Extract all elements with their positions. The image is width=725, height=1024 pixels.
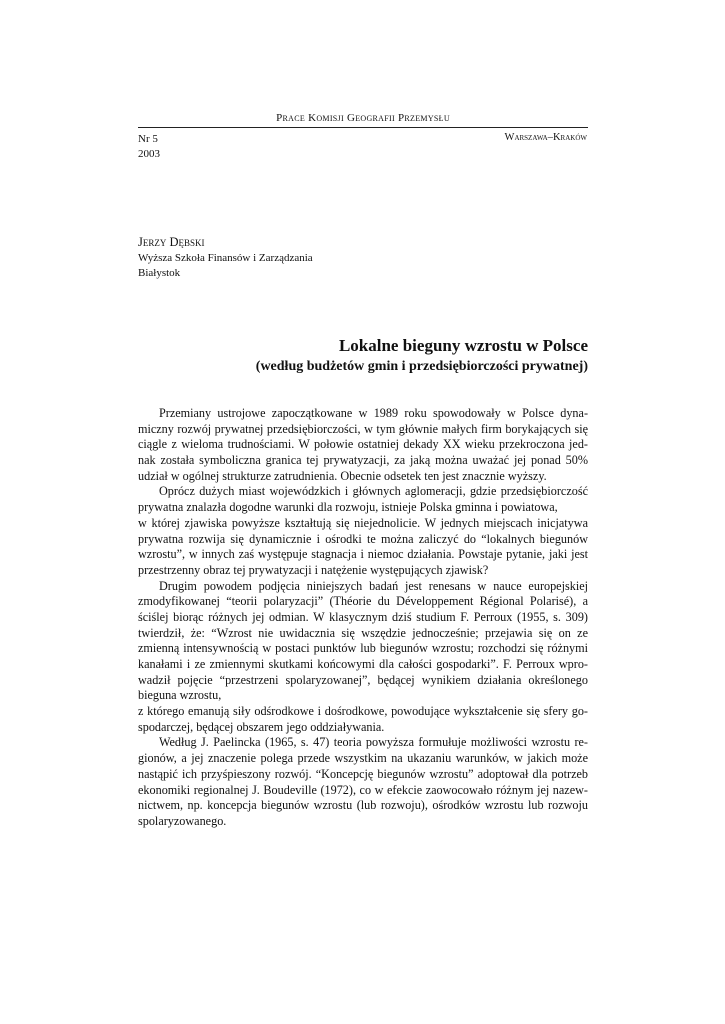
body-line: spodarczej, będącej obszarem jego oddziaływania. (138, 719, 385, 734)
journal-title: Prace Komisji Geografii Przemysłu (276, 112, 450, 124)
body-line: wzrostu”, w innych zaś występuje stagnacja i niemoc działania. Powstaje pytanie, jaki jest (138, 547, 588, 562)
body-line: ekonomiki regionalnej J. Boudeville (1972), co w efekcie zaowocowało różnym jej nazew- (138, 782, 588, 797)
issue-number: Nr 5 (138, 133, 158, 145)
publication-place: Warszawa–Kraków (504, 132, 587, 143)
body-line: kanałami i ze zmiennymi skutkami końcowymi dla całości gospodarki”. F. Perroux wpro- (138, 657, 588, 671)
author-name: Jerzy Dębski (138, 235, 205, 249)
header-rule (138, 127, 588, 128)
body-line: zmodyfikowanej “teorii polaryzacji” (Théorie du Développement Régional Polarisé), a (138, 594, 588, 609)
author-city: Białystok (138, 267, 181, 279)
issue-info (138, 132, 160, 162)
body-line: zmienną intensywnością w postaci punktów lub biegunów wzrostu; rozchodzi się różnymi (138, 641, 588, 656)
body-line: z którego emanują siły odśrodkowe i dośrodkowe, powodujące wykształcenie się sfery go- (138, 704, 588, 719)
article-subtitle: (według budżetów gmin i przedsiębiorczości prywatnej) (255, 359, 588, 374)
body-line: udział w ogólnej strukturze zatrudnienia. Obecnie odsetek ten jest znacznie wyższy. (138, 468, 547, 483)
body-line: prywatna rozwija się dynamicznie i ośrodki te można zaliczyć do “lokalnych biegunów (138, 531, 588, 546)
body-line: Przemiany ustrojowe zapoczątkowane w 1989 roku spowodowały w Polsce dyna- (159, 406, 588, 420)
body-line: wadził pojęcie “przestrzeni spolaryzowanej”, będącej wynikiem działania określonego (138, 672, 588, 687)
body-line: prywatna znalazła dogodne warunki dla rozwoju, istnieje Polska gminna i powiatowa, (138, 500, 558, 515)
body-line: nictwem, np. koncepcja biegunów wzrostu (lub rozwoju), ośrodków wzrostu lub rozwoju (138, 798, 588, 813)
body-line: nak została symboliczna granica tej prywatyzacji, za jaką można uważać jej ponad 50% (138, 453, 588, 468)
body-line: gionów, a jej znaczenie polega przede wszystkim na ukazaniu warunków, w jakich może (138, 751, 588, 766)
body-line: Oprócz dużych miast wojewódzkich i głównych aglomeracji, gdzie przedsiębiorczość (159, 484, 588, 499)
body-text (138, 406, 588, 830)
body-line: nastąpić ich przyśpieszony rozwój. “Koncepcję biegunów wzrostu” adoptował dla potrzeb (138, 766, 588, 781)
body-line: twierdził, że: “Wzrost nie uwidacznia się wszędzie jednocześnie; przejawia się on ze (138, 625, 588, 640)
author-block (138, 234, 313, 281)
author-affiliation: Wyższa Szkoła Finansów i Zarządzania (138, 252, 313, 264)
body-line: ciągle z wieloma trudnościami. W połowie ostatniej dekady XX wieku przekroczona jed- (138, 437, 588, 452)
body-line: ściślej biorąc różnych jej odmian. W klasycznym dziś studium F. Perroux (1955, s. 309) (138, 609, 588, 624)
body-line: w której zjawiska powyższe kształtują się niejednolicie. W jednych miejscach inicjatywa (138, 515, 588, 530)
body-line: Według J. Paelincka (1965, s. 47) teoria powyższa formułuje możliwości wzrostu re- (159, 735, 588, 750)
body-line: Drugim powodem podjęcia niniejszych badań jest renesans w nauce europejskiej (159, 578, 588, 593)
issue-year: 2003 (138, 148, 160, 160)
body-line: miczny rozwój prywatnej przedsiębiorczości, w tym głównie małych firm borykających się (138, 421, 588, 436)
body-line: przestrzenny obraz tej prywatyzacji i natężenie występujących zjawisk? (138, 562, 489, 577)
body-line: spolaryzowanego. (138, 813, 227, 828)
body-line: bieguna wzrostu, (138, 688, 222, 703)
article-title: Lokalne bieguny wzrostu w Polsce (338, 336, 588, 355)
